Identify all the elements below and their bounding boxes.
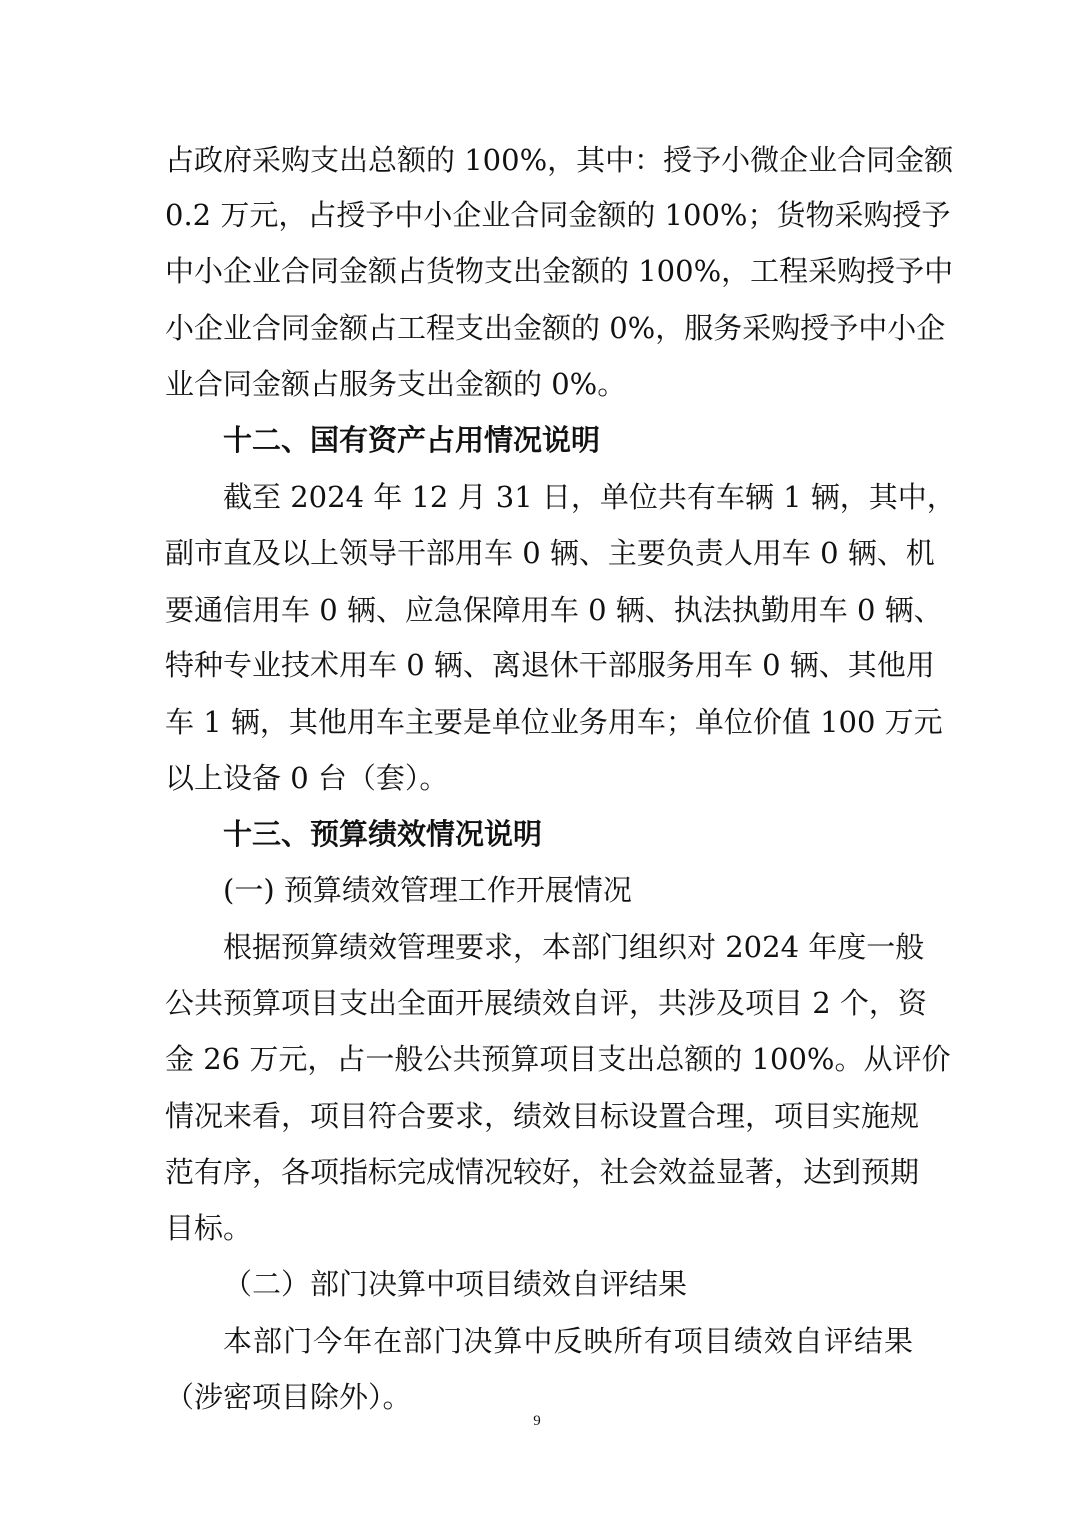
procurement-line-3: 中小企业合同金额占货物支出金额的 100%，工程采购授予中 xyxy=(165,254,954,288)
performance-line-3: 金 26 万元，占一般公共预算项目支出总额的 100%。从评价 xyxy=(165,1042,951,1076)
section-13-sub1-heading: (一) 预算绩效管理工作开展情况 xyxy=(223,873,632,907)
assets-line-6: 以上设备 0 台（套）。 xyxy=(165,761,449,795)
assets-line-5: 车 1 辆，其他用车主要是单位业务用车；单位价值 100 万元 xyxy=(165,705,943,739)
assets-line-3: 要通信用车 0 辆、应急保障用车 0 辆、执法执勤用车 0 辆、 xyxy=(165,593,943,627)
section-12-heading: 十二、国有资产占用情况说明 xyxy=(223,423,601,457)
assets-line-4: 特种专业技术用车 0 辆、离退休干部服务用车 0 辆、其他用 xyxy=(165,648,935,682)
performance-line-6: 目标。 xyxy=(165,1211,253,1245)
self-eval-line-1: 本部门今年在部门决算中反映所有项目绩效自评结果 xyxy=(223,1324,913,1358)
assets-line-1: 截至 2024 年 12 月 31 日，单位共有车辆 1 辆，其中， xyxy=(223,480,956,514)
procurement-line-2: 0.2 万元，占授予中小企业合同金额的 100%；货物采购授予 xyxy=(165,198,951,232)
assets-line-2: 副市直及以上领导干部用车 0 辆、主要负责人用车 0 辆、机 xyxy=(165,536,935,570)
performance-line-2: 公共预算项目支出全面开展绩效自评，共涉及项目 2 个，资 xyxy=(165,986,927,1020)
procurement-line-4: 小企业合同金额占工程支出金额的 0%，服务采购授予中小企 xyxy=(165,311,946,345)
performance-line-1: 根据预算绩效管理要求，本部门组织对 2024 年度一般 xyxy=(223,930,925,964)
procurement-line-1: 占政府采购支出总额的 100%，其中：授予小微企业合同金额 xyxy=(165,143,954,177)
procurement-line-5: 业合同金额占服务支出金额的 0%。 xyxy=(165,367,627,401)
section-13-heading: 十三、预算绩效情况说明 xyxy=(223,817,543,851)
page-number: 9 xyxy=(533,1413,541,1429)
performance-line-5: 范有序，各项指标完成情况较好，社会效益显著，达到预期 xyxy=(165,1155,920,1189)
performance-line-4: 情况来看，项目符合要求，绩效目标设置合理，项目实施规 xyxy=(165,1099,920,1133)
self-eval-line-2: （涉密项目除外）。 xyxy=(165,1380,412,1414)
section-13-sub2-heading: （二）部门决算中项目绩效自评结果 xyxy=(223,1267,688,1301)
